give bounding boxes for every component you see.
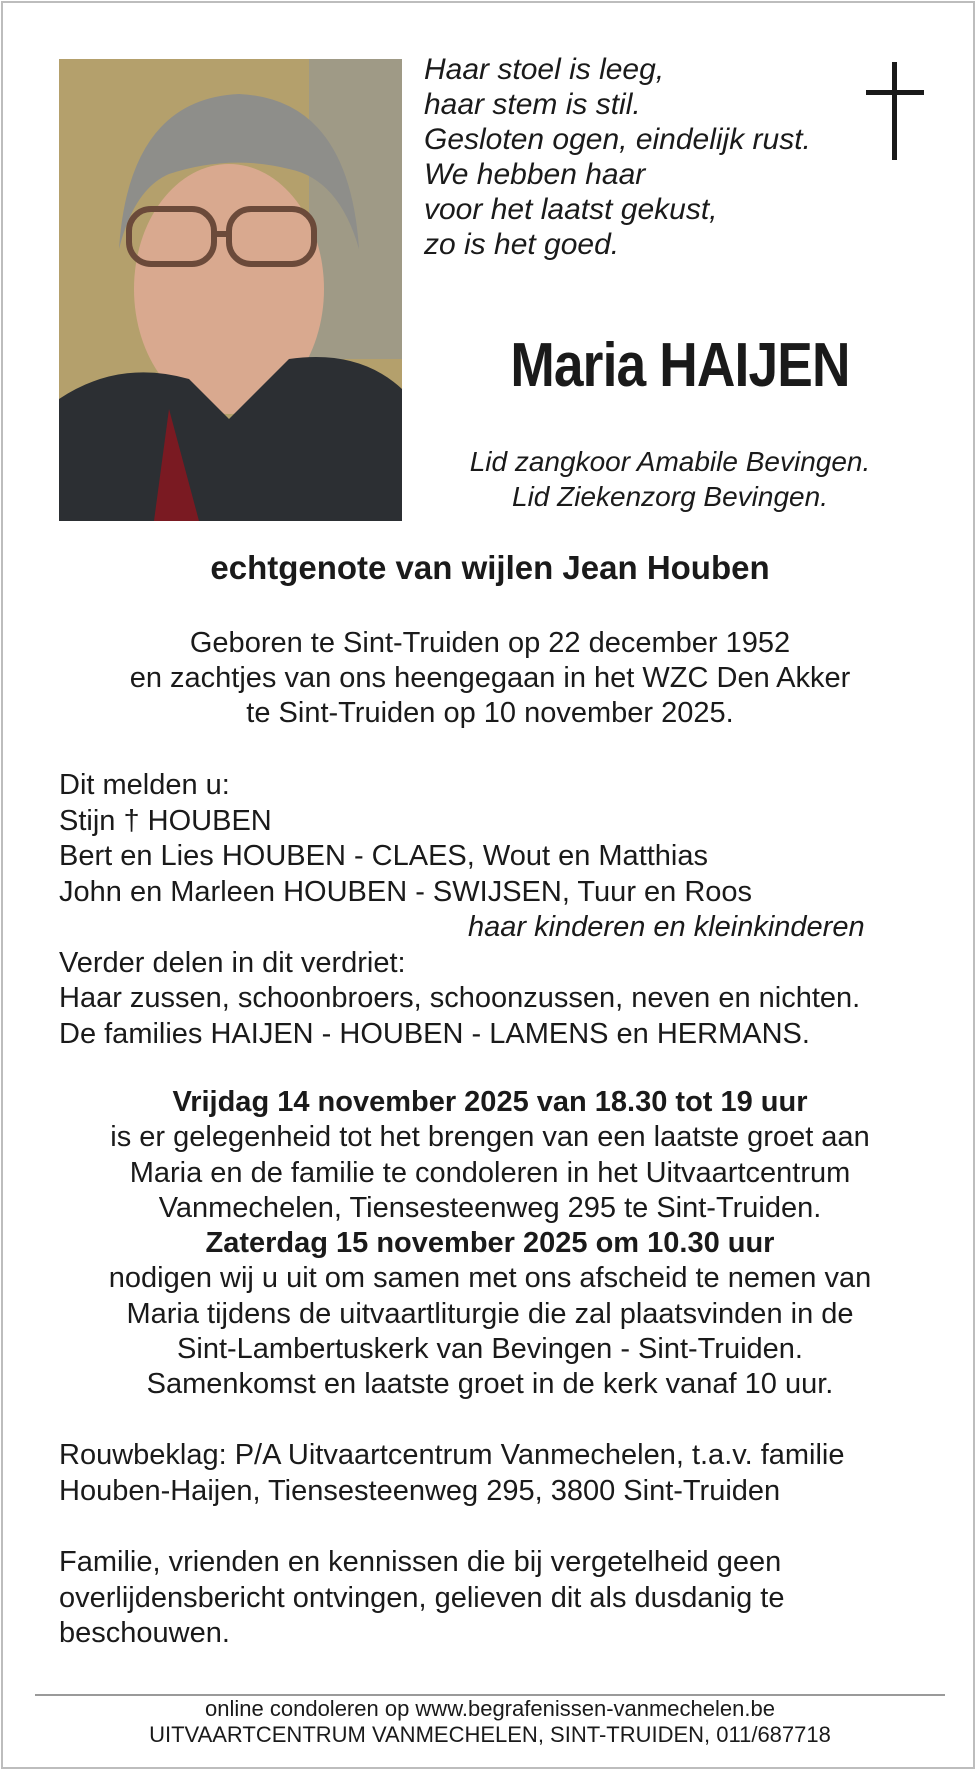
funeral-date: Zaterdag 15 november 2025 om 10.30 uur: [205, 1227, 775, 1260]
membership-line: Lid zangkoor Amabile Bevingen.: [469, 446, 871, 477]
visit-date: Vrijdag 14 november 2025 van 18.30 tot 19 uur: [172, 1086, 808, 1118]
relatives-line: Haar zussen, schoonbroers, schoonzussen, neven en nichten.: [59, 982, 861, 1014]
note-line: Familie, vrienden en kennissen die bij vergetelheid geen: [59, 1546, 782, 1578]
notify-also: Verder delen in dit verdriet:: [59, 946, 406, 979]
footer-website[interactable]: online condoleren op www.begrafenissen-vanmechelen.be: [205, 1696, 775, 1721]
funeral-text: nodigen wij u uit om samen met ons afscheid te nemen van: [108, 1262, 872, 1295]
relatives-line: De families HAIJEN - HOUBEN - LAMENS en HERMANS.: [59, 1017, 810, 1050]
memberships: [420, 444, 920, 514]
family-line: Bert en Lies HOUBEN - CLAES, Wout en Matthias: [59, 840, 709, 872]
note-line: overlijdensbericht ontvingen, gelieven dit als dusdanig te: [59, 1581, 785, 1614]
birth-death-info: [59, 626, 921, 731]
poem-line: haar stem is stil.: [424, 88, 641, 121]
note-line: beschouwen.: [59, 1617, 230, 1649]
cross-icon: [866, 62, 924, 160]
membership-line: Lid Ziekenzorg Bevingen.: [512, 481, 828, 512]
footer-company: UITVAARTCENTRUM VANMECHELEN, SINT-TRUIDEN, 011/687718: [149, 1722, 831, 1747]
visit-text: Maria en de familie te condoleren in het Uitvaartcentrum: [129, 1156, 851, 1189]
portrait-photo: [59, 59, 402, 521]
spouse-line: echtgenote van wijlen Jean Houben: [210, 549, 770, 586]
family-line: Stijn † HOUBEN: [59, 804, 272, 837]
family-notice: [59, 768, 939, 1052]
children-label: haar kinderen en kleinkinderen: [468, 911, 865, 943]
funeral-text: Samenkomst en laatste groet in de kerk vanaf 10 uur.: [146, 1368, 834, 1401]
birth-line: te Sint-Truiden op 10 november 2025.: [246, 697, 734, 729]
poem-line: voor het laatst gekust,: [424, 193, 718, 226]
poem-line: We hebben haar: [424, 158, 646, 191]
address-line: Houben-Haijen, Tiensesteenweg 295, 3800 Sint-Truiden: [59, 1474, 781, 1507]
birth-line: Geboren te Sint-Truiden op 22 december 1952: [189, 627, 791, 659]
poem-line: zo is het goed.: [424, 228, 620, 261]
poem-line: Gesloten ogen, eindelijk rust.: [424, 123, 811, 156]
poem: [424, 52, 844, 262]
footer: [35, 1696, 945, 1748]
deceased-name: Maria HAIJEN: [510, 331, 850, 400]
condolence-address: [59, 1438, 939, 1509]
poem-line: Haar stoel is leeg,: [424, 53, 665, 86]
notify-intro: Dit melden u:: [59, 769, 230, 801]
address-line: Rouwbeklag: P/A Uitvaartcentrum Vanmechelen, t.a.v. familie: [59, 1439, 845, 1471]
family-line: John en Marleen HOUBEN - SWIJSEN, Tuur en Roos: [59, 875, 753, 908]
ceremony-info: [59, 1085, 921, 1403]
birth-line: en zachtjes van ons heengegaan in het WZC Den Akker: [129, 662, 851, 694]
visit-text: Vanmechelen, Tiensesteenweg 295 te Sint-Truiden.: [158, 1191, 822, 1224]
closing-note: [59, 1545, 939, 1652]
funeral-text: Maria tijdens de uitvaartliturgie die zal plaatsvinden in de: [126, 1297, 854, 1330]
visit-text: is er gelegenheid tot het brengen van een laatste groet aan: [110, 1121, 870, 1154]
funeral-text: Sint-Lambertuskerk van Bevingen - Sint-Truiden.: [177, 1333, 803, 1366]
